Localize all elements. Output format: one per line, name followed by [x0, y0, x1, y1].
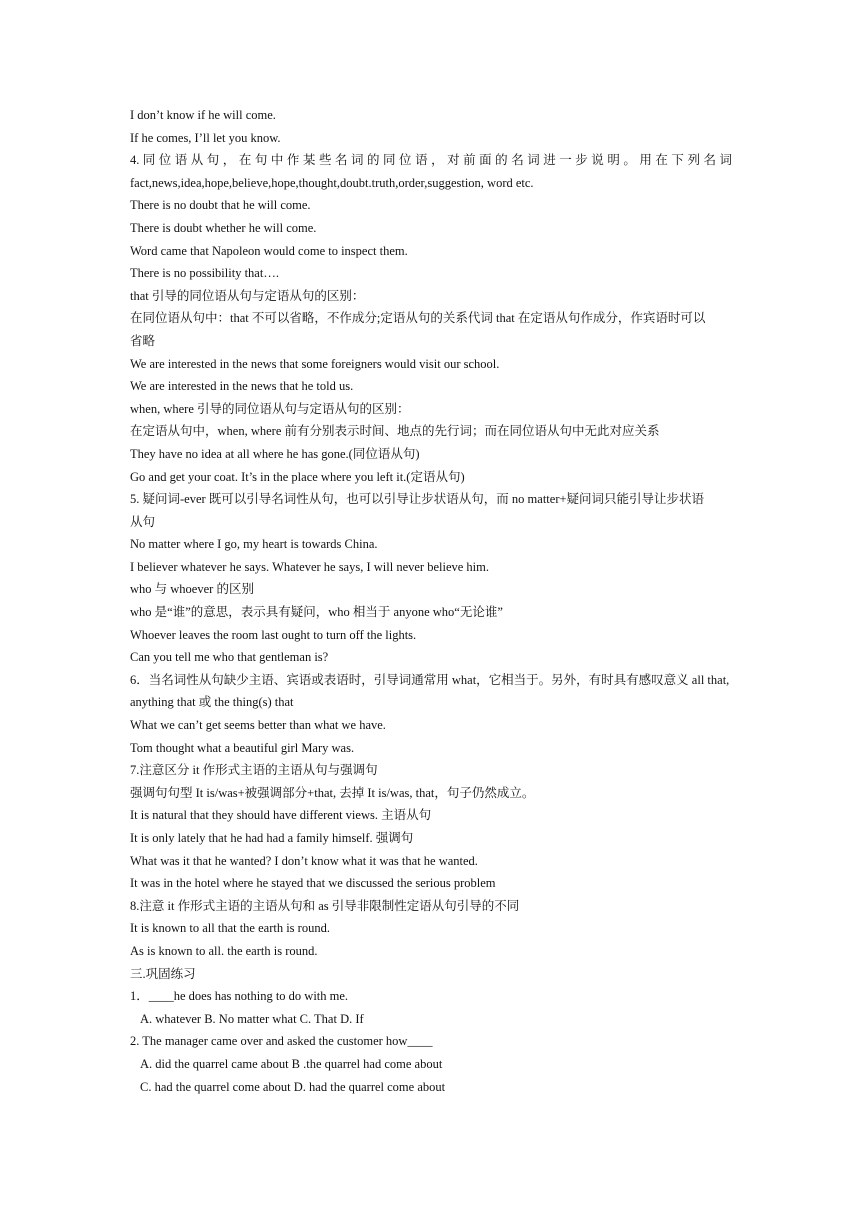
- exercise-section-heading: 三.巩固练习: [130, 966, 196, 981]
- document-page: [130, 104, 732, 1098]
- text-line: Go and get your coat. It’s in the place where you left it.(定语从句): [130, 469, 465, 484]
- text-line: There is no doubt that he will come.: [130, 198, 311, 213]
- text-line: As is known to all. the earth is round.: [130, 943, 318, 958]
- question-1-options: A. whatever B. No matter what C. That D. If: [140, 1011, 364, 1026]
- text-line: It is only lately that he had had a family himself. 强调句: [130, 831, 414, 845]
- text-line: 从句: [130, 514, 156, 529]
- text-line: who 与 whoever 的区别: [130, 582, 254, 597]
- text-line: We are interested in the news that some foreigners would visit our school.: [130, 356, 500, 371]
- text-line: If he comes, I’ll let you know.: [130, 130, 281, 145]
- text-line: Can you tell me who that gentleman is?: [130, 650, 329, 665]
- section-7-heading: 7.注意区分 it 作形式主语的主语从句与强调句: [130, 763, 378, 778]
- question-2-options-ab: A. did the quarrel came about B .the quarrel had come about: [140, 1056, 443, 1071]
- question-1: 1．____he does has nothing to do with me.: [130, 989, 349, 1004]
- text-line: There is no possibility that….: [130, 266, 279, 281]
- text-line: that 引导的同位语从句与定语从句的区别：: [130, 288, 365, 303]
- text-line: They have no idea at all where he has gone.(同位语从句): [130, 446, 420, 461]
- text-line: Word came that Napoleon would come to inspect them.: [130, 243, 408, 258]
- text-line: 强调句句型 It is/was+被强调部分+that, 去掉 It is/was, that，句子仍然成立。: [130, 785, 535, 800]
- text-line: 在同位语从句中：that 不可以省略，不作成分;定语从句的关系代词 that 在定语从句作成分，作宾语时可以: [130, 311, 706, 326]
- text-line: who 是“谁”的意思，表示具有疑问，who 相当于 anyone who“无论谁”: [130, 605, 503, 620]
- text-line: We are interested in the news that he told us.: [130, 379, 354, 394]
- text-line: 省略: [130, 333, 156, 348]
- text-line: I believer whatever he says. Whatever he says, I will never believe him.: [130, 559, 490, 574]
- text-line: 在定语从句中，when, where 前有分别表示时间、地点的先行词；而在同位语从句中无此对应关系: [130, 424, 660, 439]
- text-line: What we can’t get seems better than what we have.: [130, 718, 386, 733]
- text-line: Whoever leaves the room last ought to turn off the lights.: [130, 627, 417, 642]
- text-line: It is natural that they should have different views. 主语从句: [130, 808, 432, 823]
- text-line: I don’t know if he will come.: [130, 108, 276, 122]
- section-8-heading: 8.注意 it 作形式主语的主语从句和 as 引导非限制性定语从句引导的不同: [130, 898, 520, 913]
- question-2-options-cd: C. had the quarrel come about D. had the quarrel come about: [140, 1079, 446, 1094]
- text-line: No matter where I go, my heart is towards China.: [130, 537, 378, 552]
- question-2: 2. The manager came over and asked the customer how____: [130, 1034, 433, 1049]
- section-6-heading: 6．当名词性从句缺少主语、宾语或表语时，引导词通常用 what，它相当于。另外，有时具有感叹意义 all that,: [130, 672, 730, 687]
- text-line: It is known to all that the earth is round.: [130, 921, 330, 936]
- text-line: Tom thought what a beautiful girl Mary was.: [130, 740, 355, 755]
- text-line: when, where 引导的同位语从句与定语从句的区别：: [130, 401, 410, 416]
- text-line: It was in the hotel where he stayed that we discussed the serious problem: [130, 876, 496, 891]
- text-line: fact,news,idea,hope,believe,hope,thought,doubt.truth,order,suggestion, word etc.: [130, 175, 534, 190]
- section-5-heading: 5. 疑问词-ever 既可以引导名词性从句，也可以引导让步状语从句，而 no matter+疑问词只能引导让步状语: [130, 492, 705, 507]
- text-line: What was it that he wanted? I don’t know what it was that he wanted.: [130, 853, 478, 868]
- text-line: anything that 或 the thing(s) that: [130, 695, 294, 710]
- text-line: There is doubt whether he will come.: [130, 220, 317, 235]
- section-4-heading: 4. 同 位 语 从 句 ， 在 句 中 作 某 些 名 词 的 同 位 语 ， 对 前 面 的 名 词 进 一 步 说 明 。 用 在 下 列 名 词: [130, 153, 732, 168]
